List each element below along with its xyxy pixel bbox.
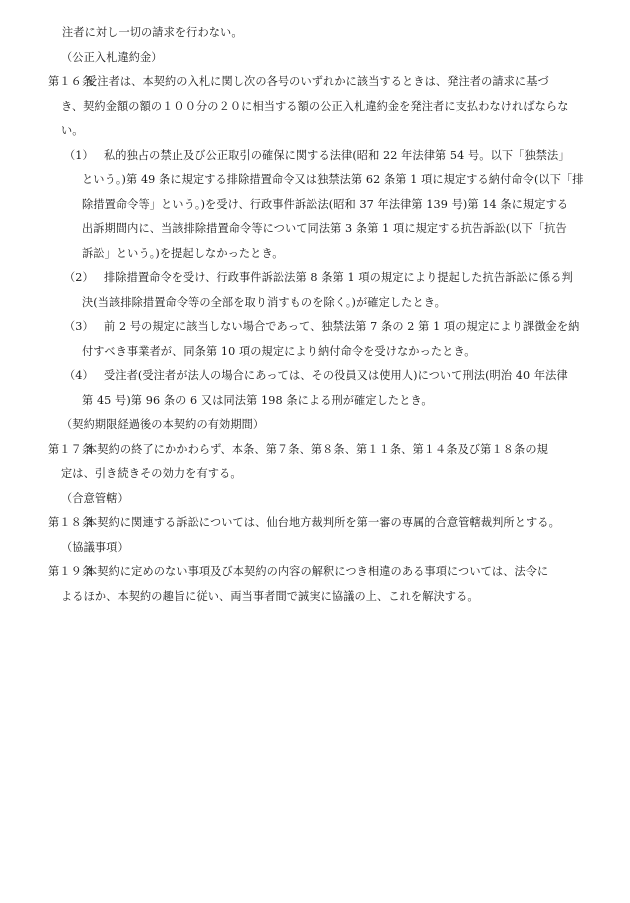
article-16-item-1-line-4: 出訴期間内に、当該排除措置命令等について同法第 3 条第 1 項に規定する抗告訴訟(以下「抗告 <box>82 222 567 235</box>
document-body <box>48 21 588 609</box>
article-18-text-1: 本契約に関連する訴訟については、仙台地方裁判所を第一審の専属的合意管轄裁判所とする。 <box>86 516 560 529</box>
article-18-number: 第１８条 <box>48 516 94 529</box>
article-16-item-3-line-1 <box>48 315 588 340</box>
article-16-number: 第１６条 <box>48 75 94 88</box>
article-16-line-2: き、契約金額の額の１００分の２０に相当する額の公正入札違約金を発注者に支払わなければならな <box>61 99 569 113</box>
article-16-line-3: い。 <box>61 124 84 137</box>
article-19-number: 第１９条 <box>48 565 94 578</box>
article-16-item-1-number: （1） <box>64 148 94 162</box>
article-18-line-1 <box>48 511 588 536</box>
article-16-item-2-number: （2） <box>64 271 94 284</box>
article-16-item-2-line-2: 決(当該排除措置命令等の全部を取り消すものを除く。)が確定したとき。 <box>82 295 446 309</box>
article-16-item-1-line-3: 除措置命令等」という。)を受け、行政事件訴訟法(昭和 37 年法律第 139 号)第 14 条に規定する <box>82 197 569 211</box>
article-16-item-1-text-1: 私的独占の禁止及び公正取引の確保に関する法律(昭和 22 年法律第 54 号。以下「独禁法」 <box>104 148 570 162</box>
article-17-line-2: 定は、引き続きその効力を有する。 <box>61 467 242 480</box>
paragraph-continuation: 注者に対し一切の請求を行わない。 <box>62 26 243 39</box>
article-18-heading: （合意管轄） <box>61 491 129 505</box>
article-16-item-1-line-5: 訴訟」という。)を提起しなかったとき。 <box>82 246 284 260</box>
article-17-number: 第１７条 <box>48 442 94 456</box>
article-17-text-1: 本契約の終了にかかわらず、本条、第７条、第８条、第１１条、第１４条及び第１８条の規 <box>86 442 548 456</box>
article-16-item-2-line-1 <box>48 266 588 291</box>
article-16-item-3-line-2: 付すべき事業者が、同条第 10 項の規定により納付命令を受けなかったとき。 <box>82 344 476 358</box>
article-16-item-3-number: （3） <box>64 320 94 333</box>
article-19-heading: （協議事項） <box>61 540 129 554</box>
article-19-line-1 <box>48 560 588 585</box>
article-16-item-2-text-1: 排除措置命令を受け、行政事件訴訟法第 8 条第 1 項の規定により提起した抗告訴訟に係る判 <box>104 271 573 284</box>
article-16-item-3-text-1: 前 2 号の規定に該当しない場合であって、独禁法第 7 条の 2 第 1 項の規定により課徴金を納 <box>104 320 580 333</box>
article-17-line-1 <box>48 438 588 463</box>
article-16-text-1: 受注者は、本契約の入札に関し次の各号のいずれかに該当するときは、発注者の請求に基づ <box>86 75 549 88</box>
article-16-heading: （公正入札違約金） <box>61 50 163 64</box>
article-19-line-2: よるほか、本契約の趣旨に従い、両当事者間で誠実に協議の上、これを解決する。 <box>61 589 479 603</box>
article-16-line-1 <box>48 70 588 95</box>
article-19-text-1: 本契約に定めのない事項及び本契約の内容の解釈につき相違のある事項については、法令に <box>86 565 549 578</box>
article-16-item-4-text-1: 受注者(受注者が法人の場合にあっては、その役員又は使用人)について刑法(明治 40 年法律 <box>104 369 568 382</box>
article-16-item-4-number: （4） <box>64 369 94 382</box>
article-16-item-4-line-1 <box>48 364 588 389</box>
article-16-item-4-line-2: 第 45 号)第 96 条の 6 又は同法第 198 条による刑が確定したとき。 <box>82 393 433 407</box>
article-17-heading: （契約期限経過後の本契約の有効期間） <box>61 418 265 431</box>
article-16-item-1-line-2: という。)第 49 条に規定する排除措置命令又は独禁法第 62 条第 1 項に規定する納付命令(以下「排 <box>82 173 584 186</box>
article-16-item-1-line-1 <box>48 144 588 169</box>
